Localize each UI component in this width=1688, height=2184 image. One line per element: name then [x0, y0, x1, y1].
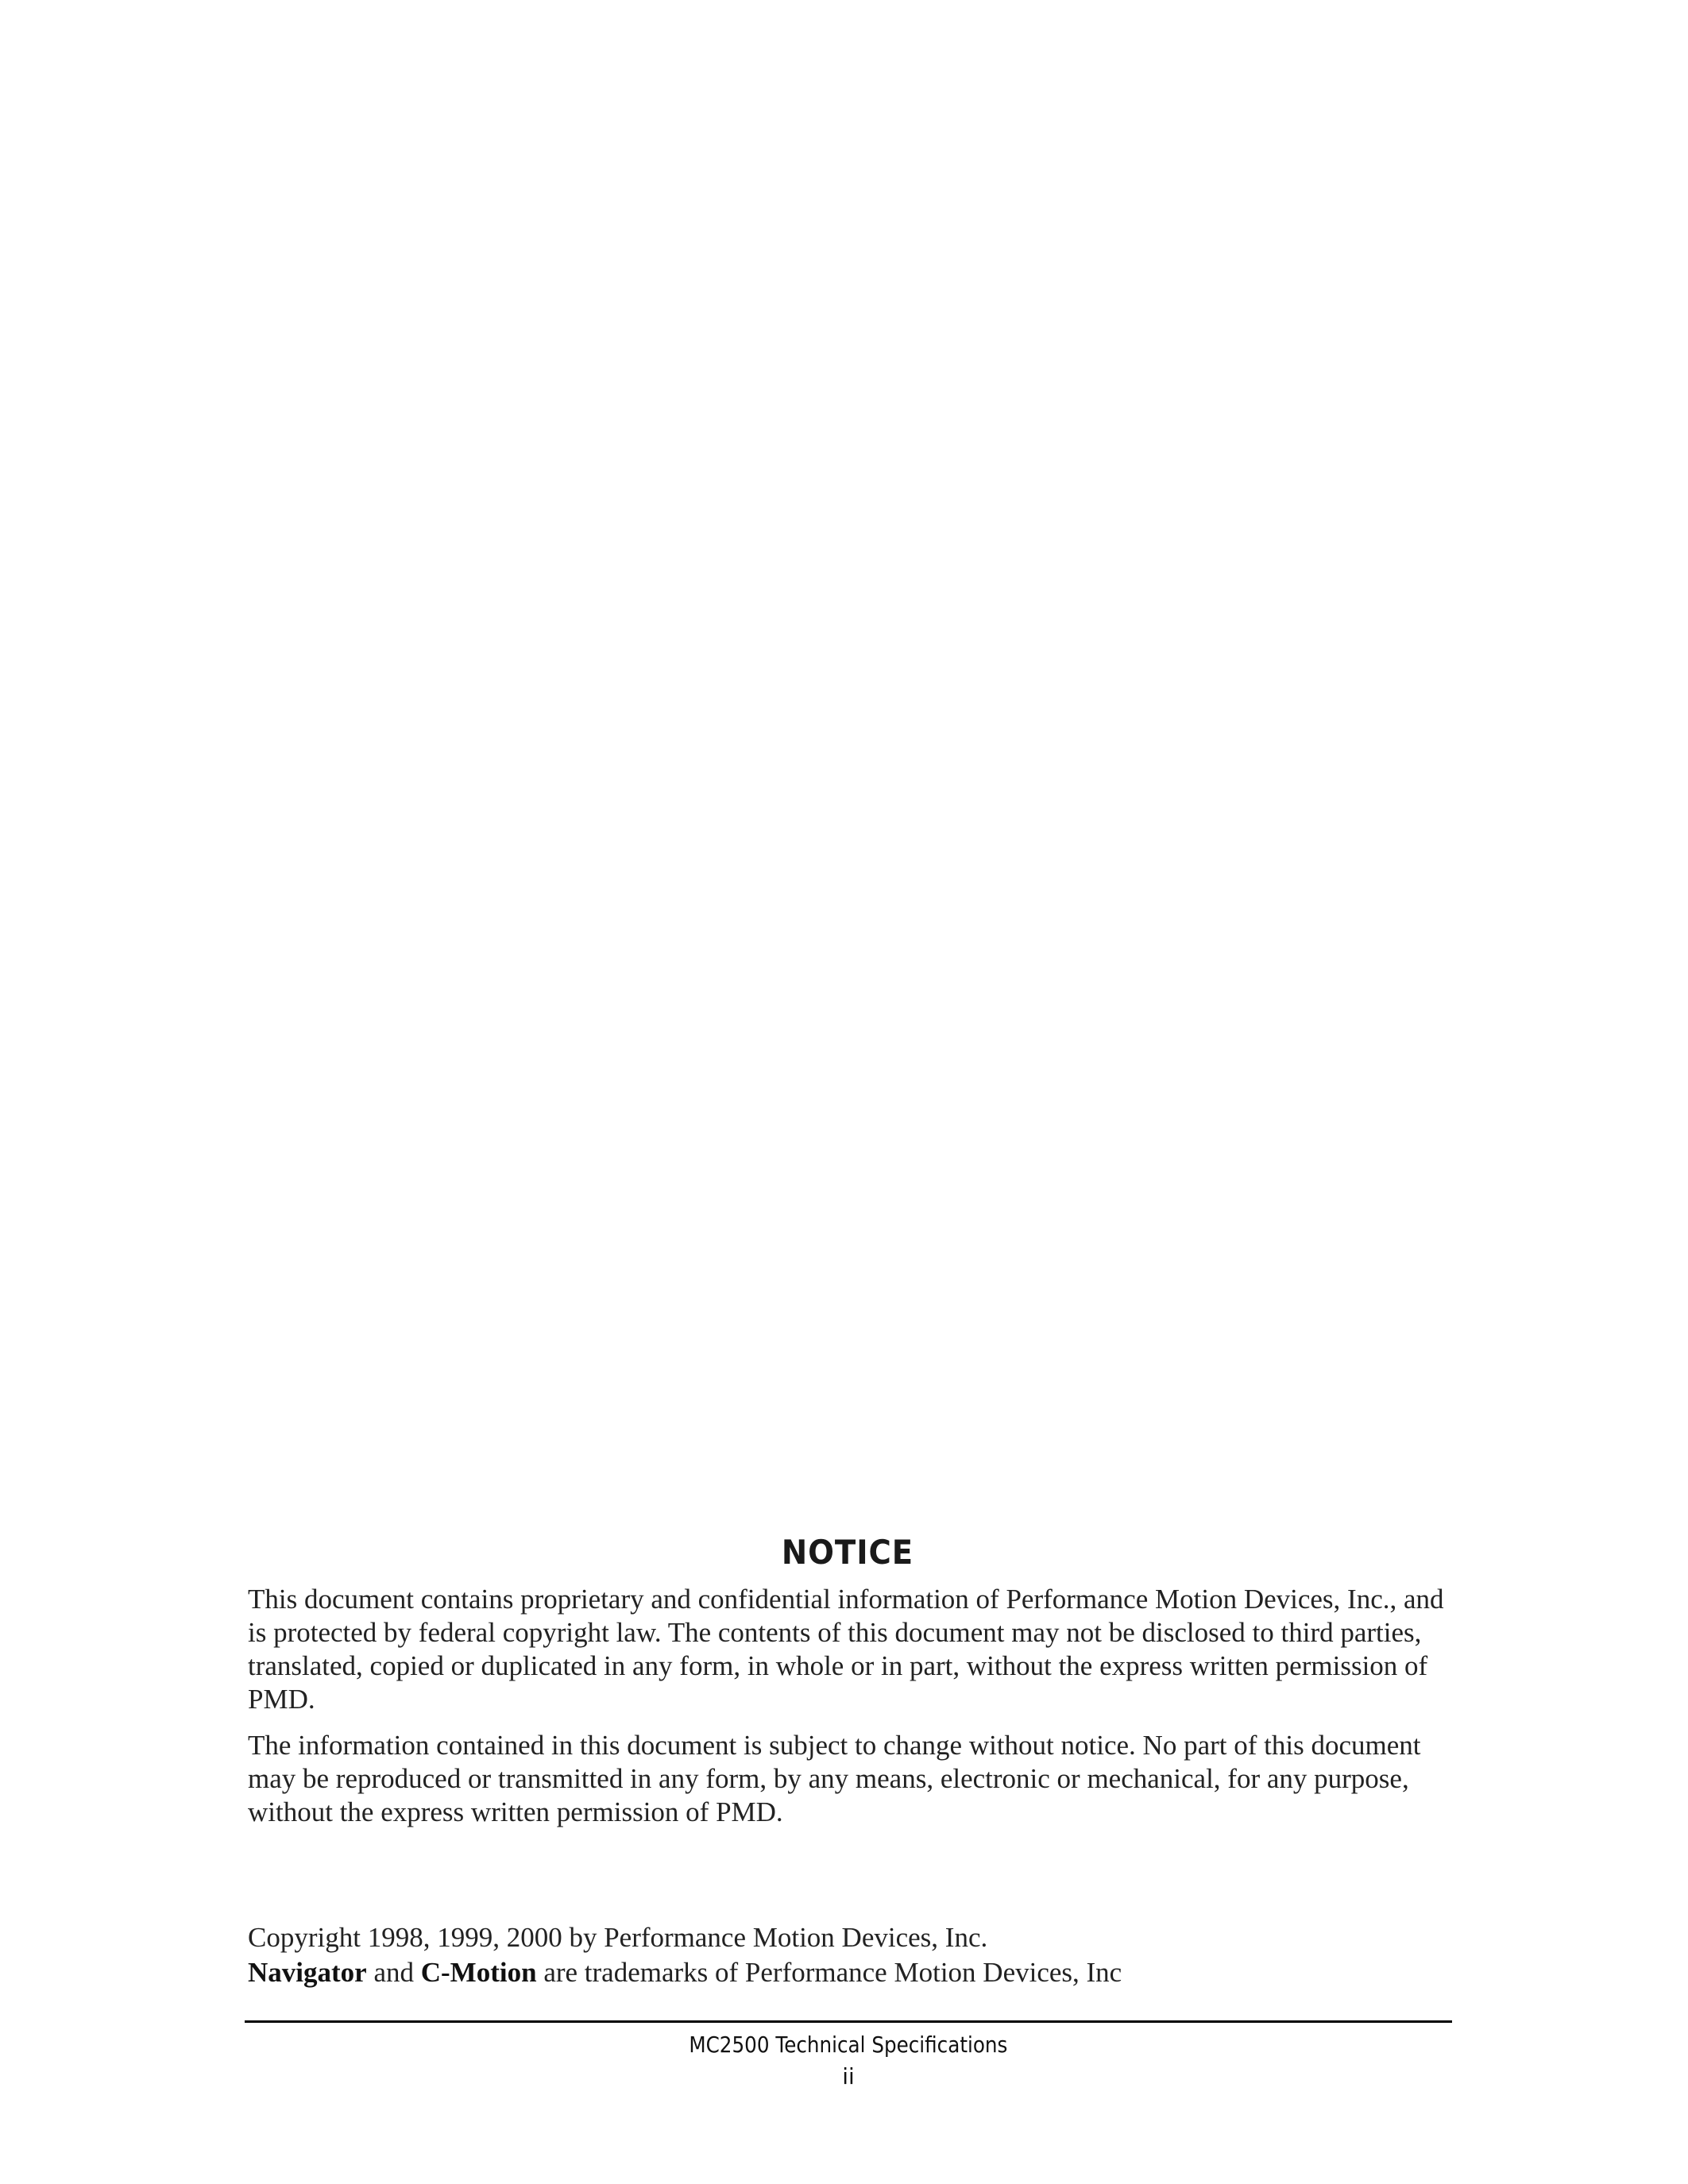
trademark-line — [248, 1955, 1447, 1990]
notice-title: NOTICE — [781, 1533, 914, 1572]
copyright-section — [248, 1920, 1447, 1990]
footer-page-number: ii — [842, 2063, 855, 2089]
page-footer — [245, 2029, 1452, 2093]
footer-divider — [245, 2020, 1452, 2023]
notice-paragraph-1: This document contains proprietary and confidential information of Performance Motion Devices, Inc., and is protected by federal copyright law. The contents of this document may not be disclosed to third parties, translated, copied or duplicated in any form, in whole or in part, without the express written permission of PMD. — [248, 1584, 1444, 1715]
trademark-and: and — [366, 1957, 421, 1988]
copyright-line: Copyright 1998, 1999, 2000 by Performance Motion Devices, Inc. — [248, 1922, 988, 1953]
notice-section — [248, 1533, 1447, 1842]
footer-doc-title: MC2500 Technical Specifications — [689, 2032, 1008, 2058]
trademark-rest: are trademarks of Performance Motion Devices, Inc — [536, 1957, 1122, 1988]
notice-paragraph-2: The information contained in this document is subject to change without notice. No part of this document may be reproduced or transmitted in any form, by any means, electronic or mechanical, for any purpose, without the express written permission of PMD. — [248, 1730, 1421, 1827]
trademark-navigator: Navigator — [248, 1957, 367, 1988]
trademark-c-motion: C-Motion — [420, 1957, 537, 1988]
